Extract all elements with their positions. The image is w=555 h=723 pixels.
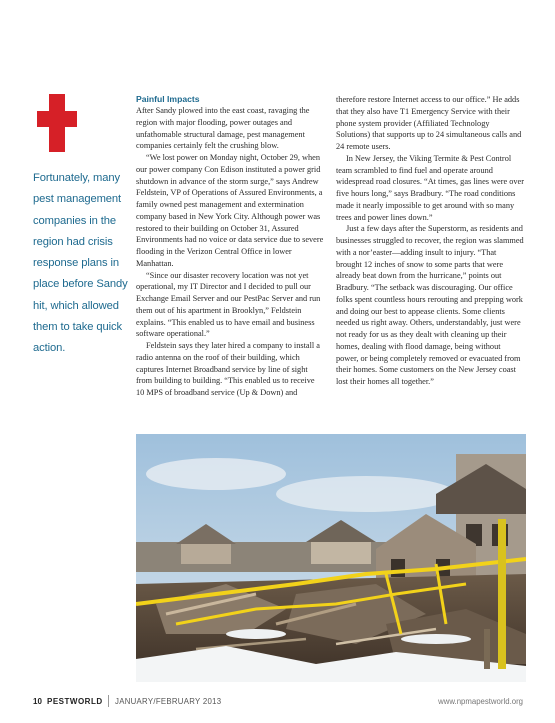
- paragraph: Feldstein says they later hired a company to install a radio antenna on the roof of their building, which captures Internet Broadband service by line of sight from building to building. “This enabled us to receive 10 MPS of broadband service (Up & Down) and: [136, 341, 320, 397]
- storm-damage-photo: [136, 434, 526, 682]
- article-column-2: [336, 94, 524, 388]
- pull-quote: Fortunately, many pest management companies in the region had crisis response plans in place before Sandy hit, which allowed them to take quick action.: [33, 172, 128, 355]
- footer-divider: [108, 695, 109, 707]
- article-column-1: [136, 94, 324, 399]
- page-footer: [33, 697, 523, 711]
- paragraph: “Since our disaster recovery location was not yet operational, my IT Director and I decided to pull our Exchange Email Server and our PestPac Server and run them out of his apartment in Brooklyn,” Feldstein explains. “This enabled us to have email and business software operational.”: [136, 270, 321, 339]
- issue-date: JANUARY/FEBRUARY 2013: [115, 697, 222, 706]
- page-number: 10: [33, 697, 42, 706]
- paragraph: After Sandy plowed into the east coast, ravaging the region with major flooding, power outages and unfathomable structural damage, pest management companies certainly felt the crushing blow.: [136, 106, 310, 151]
- paragraph: “We lost power on Monday night, October 29, when our power company Con Edison instituted a power grid shutdown in advance of the storm surge,” says Andrew Feldstein, VP of Operations of Assured Environments, a family owned pest management and extermination company based in New York City. Although power was restored to their building on October 31, Assured Environments had no voice or data service due to severe flooding in the Verizon Central Office in lower Manhattan.: [136, 153, 324, 268]
- section-heading: Painful Impacts: [136, 94, 200, 104]
- magazine-name: PESTWORLD: [47, 697, 103, 706]
- paragraph: Just a few days after the Superstorm, as residents and businesses struggled to recover, the region was slammed with a nor’easter—adding insult to injury. “That brought 12 inches of snow to some parts that were already beat down from the hurricane,” points out Bradbury. “The setback was discouraging. Our office folks spent countless hours rerouting and prepping work and doing our best to appease clients. Some clients needed us right away. Others, understandably, just were not ready for us as they dealt with cleaning up their homes, dealing with flood damage, being without power, or being completely removed or evacuated from their homes. Some customers on the New Jersey coast lost their homes all together.”: [336, 224, 524, 386]
- website-url: www.npmapestworld.org: [438, 697, 523, 706]
- paragraph: In New Jersey, the Viking Termite & Pest Control team scrambled to find fuel and operate around widespread road closures. “At times, gas lines were over five hours long,” says Bradbury. “The road conditions made it nearly impossible to get around with so many trees and power lines down.”: [336, 153, 525, 222]
- paragraph: therefore restore Internet access to our office.” He adds that they also have T1 Emergency Service with their phone system provider (Affiliated Technology Solutions) that supports up to 24 simultaneous calls and 24 remote users.: [336, 95, 522, 151]
- red-cross-icon: [37, 94, 77, 152]
